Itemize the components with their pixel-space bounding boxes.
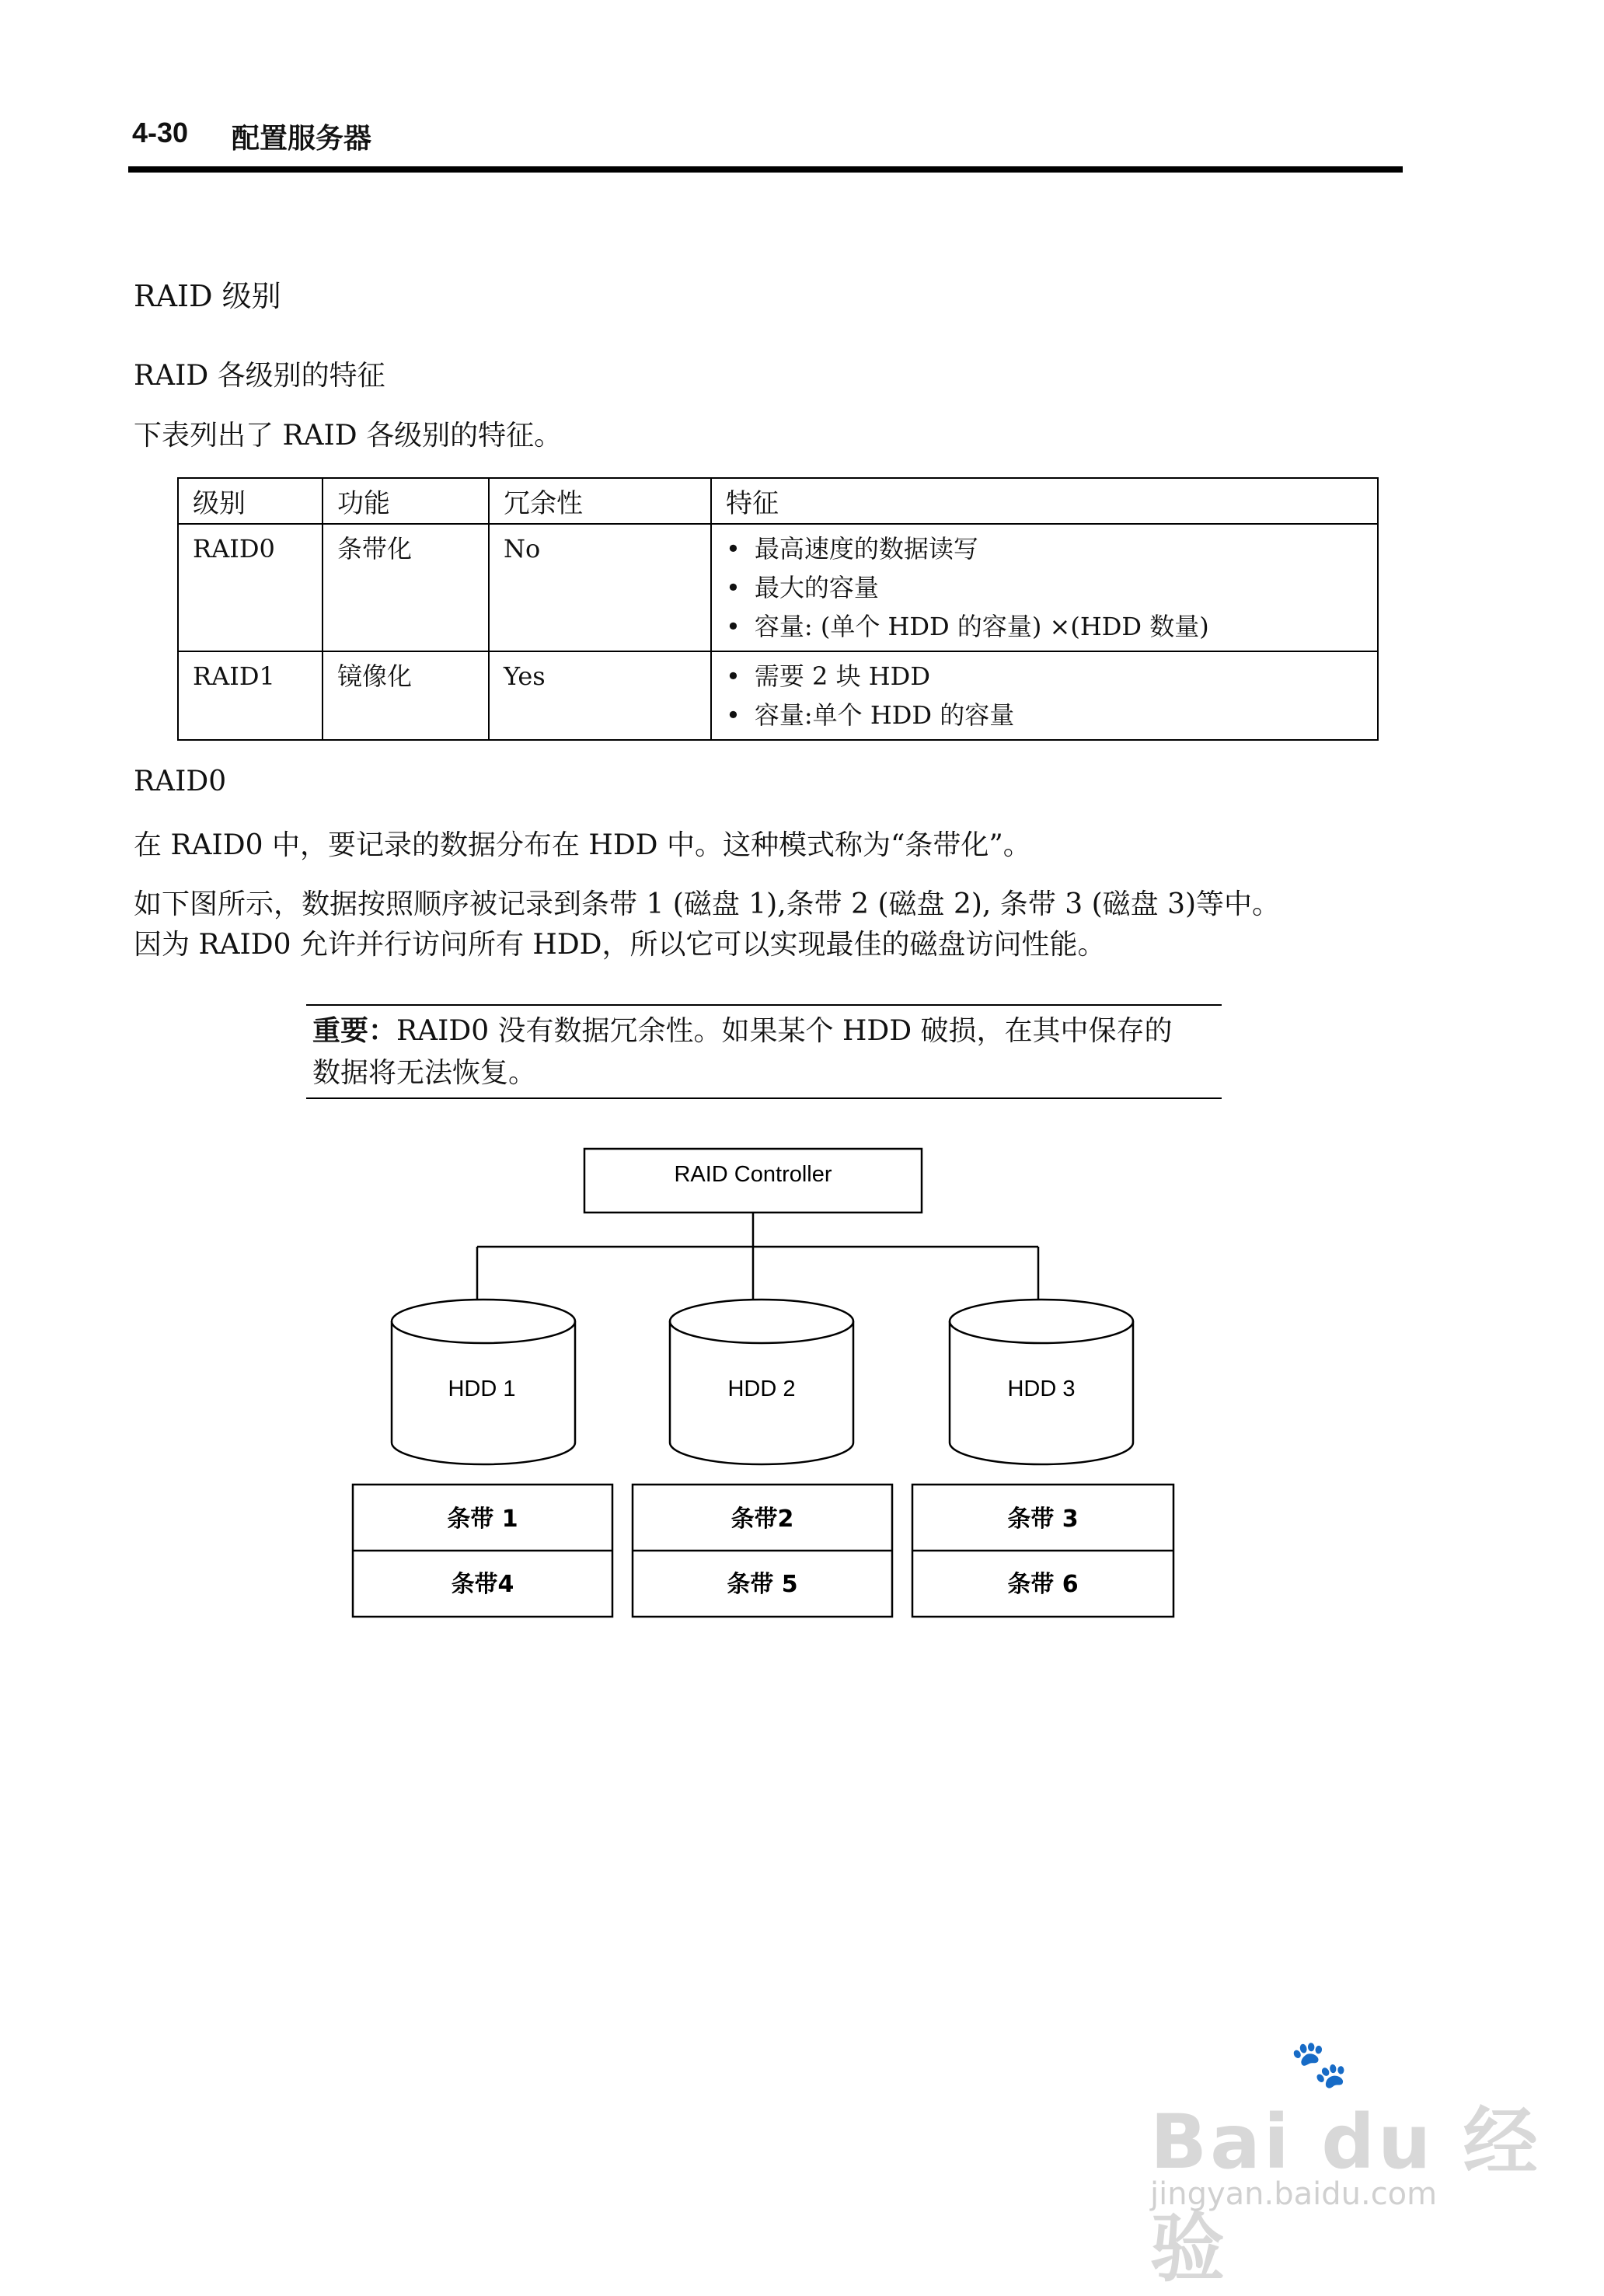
raid0-paragraph-1: 在 RAID0 中，要记录的数据分布在 HDD 中。这种模式称为“条带化”。 xyxy=(134,829,1031,861)
stripe-label: 条带 1 xyxy=(447,1506,518,1533)
stripe-label: 条带 5 xyxy=(727,1571,798,1598)
feature-item: • 需要 2 块 HDD xyxy=(726,657,1363,696)
raid0-heading: RAID0 xyxy=(134,766,227,797)
feature-item: • 最高速度的数据读写 xyxy=(726,529,1363,568)
cell-function: 镜像化 xyxy=(323,651,489,740)
stripe-label: 条带2 xyxy=(731,1506,794,1533)
stripe-label: 条带4 xyxy=(451,1571,514,1598)
note-label: 重要： xyxy=(312,1015,397,1047)
stripe-label: 条带 3 xyxy=(1007,1506,1079,1533)
cell-level: RAID0 xyxy=(178,524,323,651)
raid0-paragraph-2-line-1: 如下图所示，数据按照顺序被记录到条带 1 (磁盘 1),条带 2 (磁盘 2), 条带 3 (磁盘 3)等中。 xyxy=(134,888,1281,920)
col-header-function: 功能 xyxy=(323,478,489,524)
hdd-label: HDD 1 xyxy=(448,1377,516,1401)
cell-function: 条带化 xyxy=(323,524,489,651)
controller-label: RAID Controller xyxy=(674,1162,832,1187)
col-header-redundancy: 冗余性 xyxy=(489,478,711,524)
intro-text: 下表列出了 RAID 各级别的特征。 xyxy=(134,420,563,452)
section-title: RAID 级别 xyxy=(134,279,281,313)
watermark-brand: Bai du 经验 xyxy=(1150,2099,1541,2292)
page-number: 4-30 xyxy=(132,117,189,148)
stripe-label: 条带 6 xyxy=(1007,1571,1079,1598)
cell-redundancy: Yes xyxy=(489,651,711,740)
col-header-level: 级别 xyxy=(178,478,323,524)
feature-item: • 容量: (单个 HDD 的容量) ×(HDD 数量) xyxy=(726,607,1363,646)
paw-icon: 🐾 xyxy=(1290,2037,1348,2092)
watermark-url: jingyan.baidu.com xyxy=(1150,2176,1438,2212)
cell-level: RAID1 xyxy=(178,651,323,740)
hdd-label: HDD 3 xyxy=(1007,1377,1076,1401)
feature-item: • 容量:单个 HDD 的容量 xyxy=(726,696,1363,735)
note-line-2: 数据将无法恢复。 xyxy=(312,1057,537,1089)
feature-item: • 最大的容量 xyxy=(726,568,1363,607)
subsection-title: RAID 各级别的特征 xyxy=(134,360,385,392)
cell-redundancy: No xyxy=(489,524,711,651)
note-line-1: RAID0 没有数据冗余性。如果某个 HDD 破损，在其中保存的 xyxy=(396,1015,1173,1047)
col-header-features: 特征 xyxy=(711,478,1378,524)
chapter-title: 配置服务器 xyxy=(232,123,372,155)
raid0-paragraph-2-line-2: 因为 RAID0 允许并行访问所有 HDD，所以它可以实现最佳的磁盘访问性能。 xyxy=(134,929,1106,961)
hdd-label: HDD 2 xyxy=(727,1377,796,1401)
